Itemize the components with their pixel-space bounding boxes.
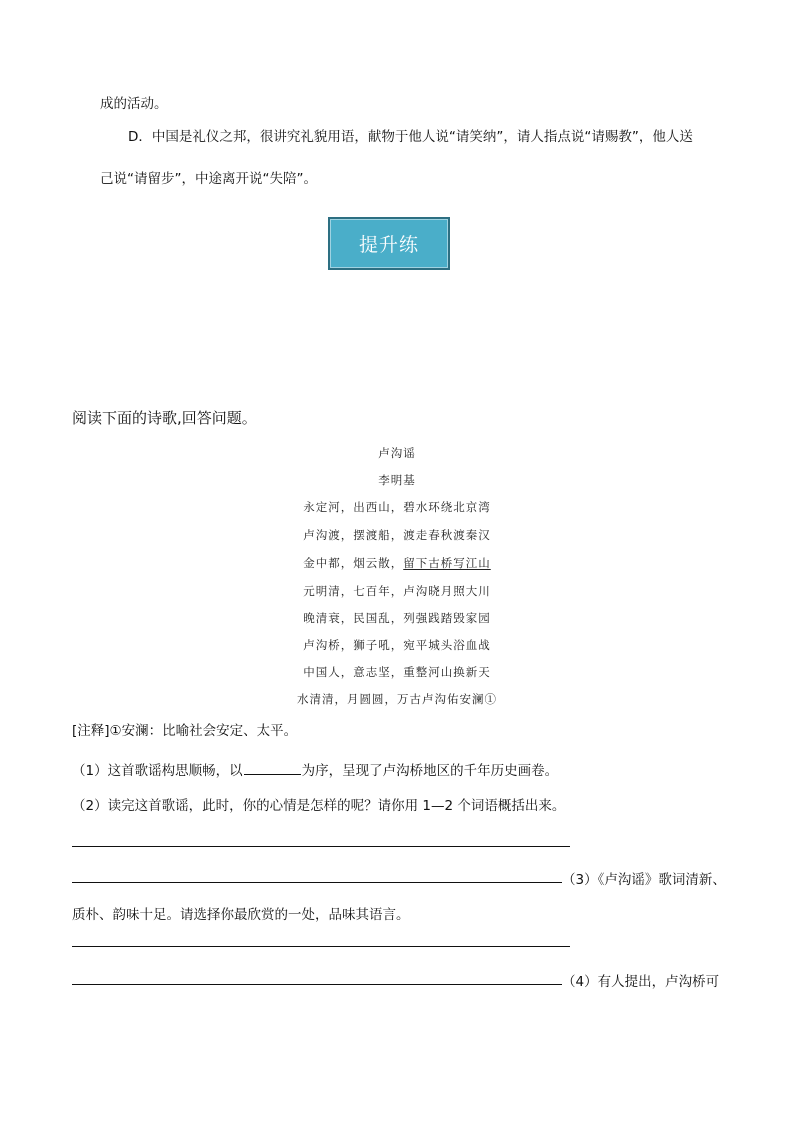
poem-line: 水清清，月圆圆，万古卢沟佑安澜① xyxy=(297,692,497,706)
section-badge xyxy=(328,217,450,270)
poem-line: 中国人，意志坚，重整河山换新天 xyxy=(303,665,491,679)
question-1-text: 为序，呈现了卢沟桥地区的千年历史画卷。 xyxy=(301,763,559,779)
question-1 xyxy=(72,760,558,781)
poem-line: 元明清，七百年，卢沟晓月照大川 xyxy=(303,584,491,598)
poem-author: 李明基 xyxy=(378,473,416,487)
underlined-phrase: 留下古桥写江山 xyxy=(403,556,491,570)
poem-line: 卢沟渡，摆渡船，渡走春秋渡秦汉 xyxy=(303,528,491,542)
fill-blank[interactable] xyxy=(244,760,301,775)
question-2: （2）读完这首歌谣，此时，你的心情是怎样的呢？请你用 1—2 个词语概括出来。 xyxy=(72,798,566,814)
question-1-text: （1）这首歌谣构思顺畅，以 xyxy=(72,763,243,779)
answer-line[interactable] xyxy=(72,882,562,883)
text-line: 己说“请留步”，中途离开说“失陪”。 xyxy=(100,171,317,187)
annotation-note: [注释]①安澜：比喻社会安定、太平。 xyxy=(72,723,298,739)
poem-line: 晚清衰，民国乱，列强践踏毁家园 xyxy=(303,611,491,625)
poem-line: 卢沟桥，狮子吼，宛平城头浴血战 xyxy=(303,638,491,652)
question-4: （4）有人提出，卢沟桥可 xyxy=(562,974,720,990)
answer-line[interactable] xyxy=(72,846,570,847)
answer-line[interactable] xyxy=(72,984,562,985)
poem-line-text: 金中都，烟云散， xyxy=(303,556,404,570)
question-3-cont: 质朴、韵味十足。请选择你最欣赏的一处，品味其语言。 xyxy=(72,907,410,923)
text-line: 成的活动。 xyxy=(100,96,168,112)
option-d-text: D．中国是礼仪之邦，很讲究礼貌用语，献物于他人说“请笑纳”，请人指点说“请赐教”，他人送 xyxy=(128,129,693,145)
question-3: （3）《卢沟谣》歌词清新、 xyxy=(562,872,726,888)
section-badge-label: 提升练 xyxy=(358,234,419,256)
poem-line: 永定河，出西山，碧水环绕北京湾 xyxy=(303,500,491,514)
poem-title: 卢沟谣 xyxy=(378,446,416,460)
reading-instruction: 阅读下面的诗歌,回答问题。 xyxy=(72,409,257,427)
poem-line xyxy=(0,555,794,571)
answer-line[interactable] xyxy=(72,946,570,947)
